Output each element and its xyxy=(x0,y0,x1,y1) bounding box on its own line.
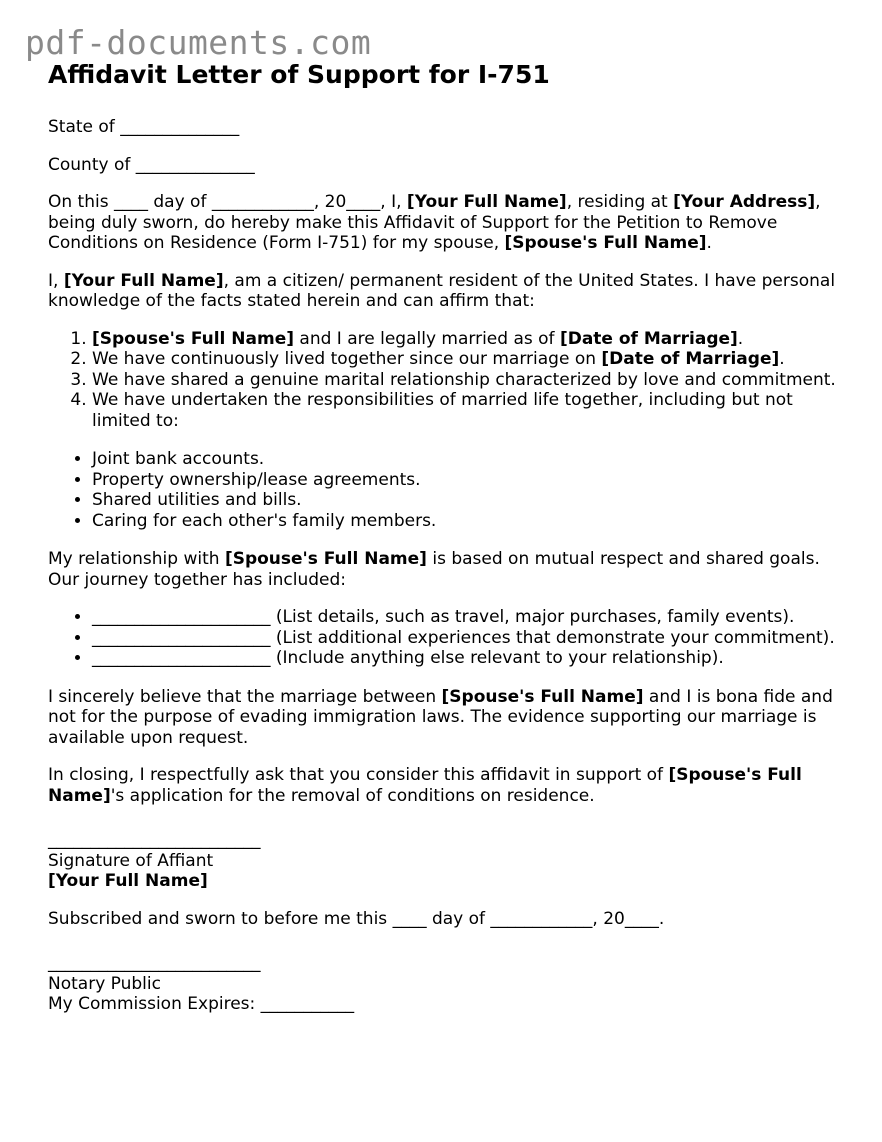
citizen-paragraph: I, [Your Full Name], am a citizen/ permanent resident of the United States. I have personal knowledge of the facts stated herein and can affirm that: xyxy=(48,270,836,311)
list-item: • Shared utilities and bills. xyxy=(92,490,848,511)
relationship-paragraph: My relationship with [Spouse's Full Name] is based on mutual respect and shared goals. Our journey together has included: xyxy=(48,549,820,590)
notary-block xyxy=(48,953,848,1015)
list-item: • Joint bank accounts. xyxy=(92,449,848,470)
signature-block xyxy=(48,830,848,892)
intro-paragraph: On this ____ day of ____________, 20____, I, [Your Full Name], residing at [Your Address], being duly sworn, do hereby make this Affidavit of Support for the Petition to Remove Conditions on Residence (Form I-751) for my spouse, [Spouse's Full Name]. xyxy=(48,192,821,253)
list-item: • _____________________ (List additional experiences that demonstrate your commitment). xyxy=(92,628,848,649)
list-item: 1. [Spouse's Full Name] and I are legally married as of [Date of Marriage]. xyxy=(92,329,848,350)
list-item: 2. We have continuously lived together since our marriage on [Date of Marriage]. xyxy=(92,349,848,370)
list-item: • _____________________ (Include anything else relevant to your relationship). xyxy=(92,648,848,669)
notary-label: Notary Public xyxy=(48,973,161,994)
notary-signature-line: _________________________ xyxy=(48,953,261,973)
state-line: State of ______________ xyxy=(48,117,240,137)
belief-paragraph: I sincerely believe that the marriage between [Spouse's Full Name] and I is bona fide and not for the purpose of evading immigration laws. The evidence supporting our marriage is available upon request. xyxy=(48,686,833,748)
document-title: Affidavit Letter of Support for I-751 xyxy=(48,60,550,89)
affirmation-list xyxy=(48,329,848,432)
signature-label: Signature of Affiant xyxy=(48,850,214,871)
responsibilities-list xyxy=(48,449,848,531)
list-item: • Caring for each other's family members. xyxy=(92,511,848,532)
list-item: • _____________________ (List details, such as travel, major purchases, family events). xyxy=(92,607,848,628)
list-item: 4. We have undertaken the responsibilities of married life together, including but not limited to: xyxy=(92,390,848,431)
county-line: County of ______________ xyxy=(48,154,255,175)
commission-expires: My Commission Expires: ___________ xyxy=(48,994,355,1014)
list-item: • Property ownership/lease agreements. xyxy=(92,470,848,491)
closing-paragraph: In closing, I respectfully ask that you consider this affidavit in support of [Spouse's Full Name]'s application for the removal of conditions on residence. xyxy=(48,765,802,806)
signature-line: _________________________ xyxy=(48,830,261,850)
list-item: 3. We have shared a genuine marital relationship characterized by love and commitment. xyxy=(92,370,848,391)
sworn-line: Subscribed and sworn to before me this ____ day of ____________, 20____. xyxy=(48,908,665,929)
watermark: pdf-documents.com xyxy=(25,23,372,62)
journey-list xyxy=(48,607,848,669)
affidavit-document xyxy=(48,58,848,1032)
affiant-name: [Your Full Name] xyxy=(48,871,208,891)
